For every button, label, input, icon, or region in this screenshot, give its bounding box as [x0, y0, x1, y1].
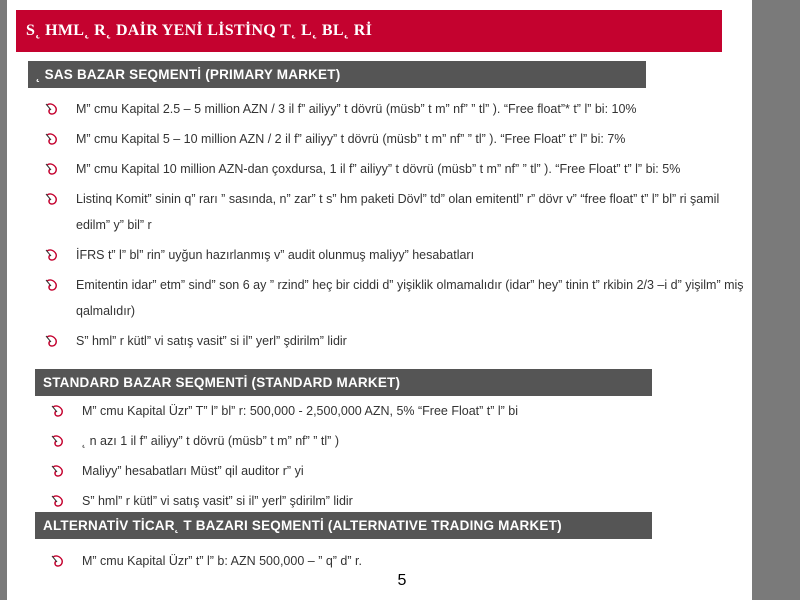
list-item [51, 398, 691, 424]
list-item-text: S” hml” r kütl” vi satış vasit” si il” yerl” şdirilm” lidir [76, 334, 347, 348]
list-item [45, 126, 745, 152]
standard-market-list [51, 398, 691, 518]
list-item [45, 156, 745, 182]
list-item [51, 458, 691, 484]
list-item [51, 428, 691, 454]
list-item [45, 242, 745, 268]
bullet-icon [45, 248, 59, 262]
list-item [51, 488, 691, 514]
bullet-icon [45, 162, 59, 176]
section-heading-alternative: ALTERNATİV TİCAR˛ T BAZARI SEQMENTİ (ALTERNATIVE TRADING MARKET) [35, 512, 652, 539]
slide [7, 0, 752, 600]
page-title: S˛ HML˛ R˛ DAİR YENİ LİSTİNQ T˛ L˛ BL˛ Rİ [16, 10, 722, 52]
bullet-icon [45, 334, 59, 348]
section-heading-primary: ˛ SAS BAZAR SEQMENTİ (PRIMARY MARKET) [28, 61, 646, 88]
left-frame [0, 0, 7, 600]
bullet-icon [45, 132, 59, 146]
list-item-text: M” cmu Kapital 2.5 – 5 million AZN / 3 il f” ailiyy” t dövrü (müsb” t m” nf” ” tl” ). “Free float”* t” l” bi: 10% [76, 102, 637, 116]
bullet-icon [45, 278, 59, 292]
page-number: 5 [397, 572, 407, 589]
list-item [45, 272, 745, 324]
bullet-icon [51, 434, 65, 448]
bullet-icon [51, 554, 65, 568]
list-item-text: ˛ n azı 1 il f” ailiyy” t dövrü (müsb” t m” nf” ” tl” ) [82, 434, 339, 448]
alternative-market-list [51, 548, 691, 574]
right-frame [752, 0, 800, 600]
bullet-icon [45, 102, 59, 116]
bullet-icon [51, 464, 65, 478]
primary-market-list [45, 96, 745, 370]
list-item [45, 186, 745, 238]
list-item-text: Listinq Komit” sinin q” rarı ” sasında, n” zar” t s” hm paketi Dövl” td” olan emitentl” r” dövr v” “free float” t” l” bl” ri şamil edilm” y” bil” r [76, 192, 720, 232]
list-item [51, 548, 691, 574]
list-item-text: M” cmu Kapital 10 million AZN-dan çoxdursa, 1 il f” ailiyy” t dövrü (müsb” t m” nf” ” tl” ). “Free Float” t” l” bi: 5% [76, 162, 681, 176]
bullet-icon [51, 494, 65, 508]
list-item-text: Emitentin idar” etm” sind” son 6 ay ” rzind” heç bir ciddi d” yişiklik olmamalıdır (idar” hey” tinin t” rkibin 2/3 –i d” yişilm” miş qalmalıdır) [76, 278, 744, 318]
list-item [45, 328, 745, 354]
bullet-icon [45, 192, 59, 206]
list-item-text: Maliyy” hesabatları Müst” qil auditor r” yi [82, 464, 304, 478]
list-item-text: S” hml” r kütl” vi satış vasit” si il” yerl” şdirilm” lidir [82, 494, 353, 508]
list-item-text: İFRS t” l” bl” rin” uyğun hazırlanmış v” audit olunmuş maliyy” hesabatları [76, 248, 475, 262]
list-item-text: M” cmu Kapital Üzr” T” l” bl” r: 500,000 - 2,500,000 AZN, 5% “Free Float” t” l” bi [82, 404, 519, 418]
bullet-icon [51, 404, 65, 418]
list-item-text: M” cmu Kapital 5 – 10 million AZN / 2 il f” ailiyy” t dövrü (müsb” t m” nf” ” tl” ). “Free Float” t” l” bi: 7% [76, 132, 626, 146]
list-item-text: M” cmu Kapital Üzr” t” l” b: AZN 500,000 – ” q” d” r. [82, 554, 362, 568]
section-heading-standard: STANDARD BAZAR SEQMENTİ (STANDARD MARKET) [35, 369, 652, 396]
list-item [45, 96, 745, 122]
